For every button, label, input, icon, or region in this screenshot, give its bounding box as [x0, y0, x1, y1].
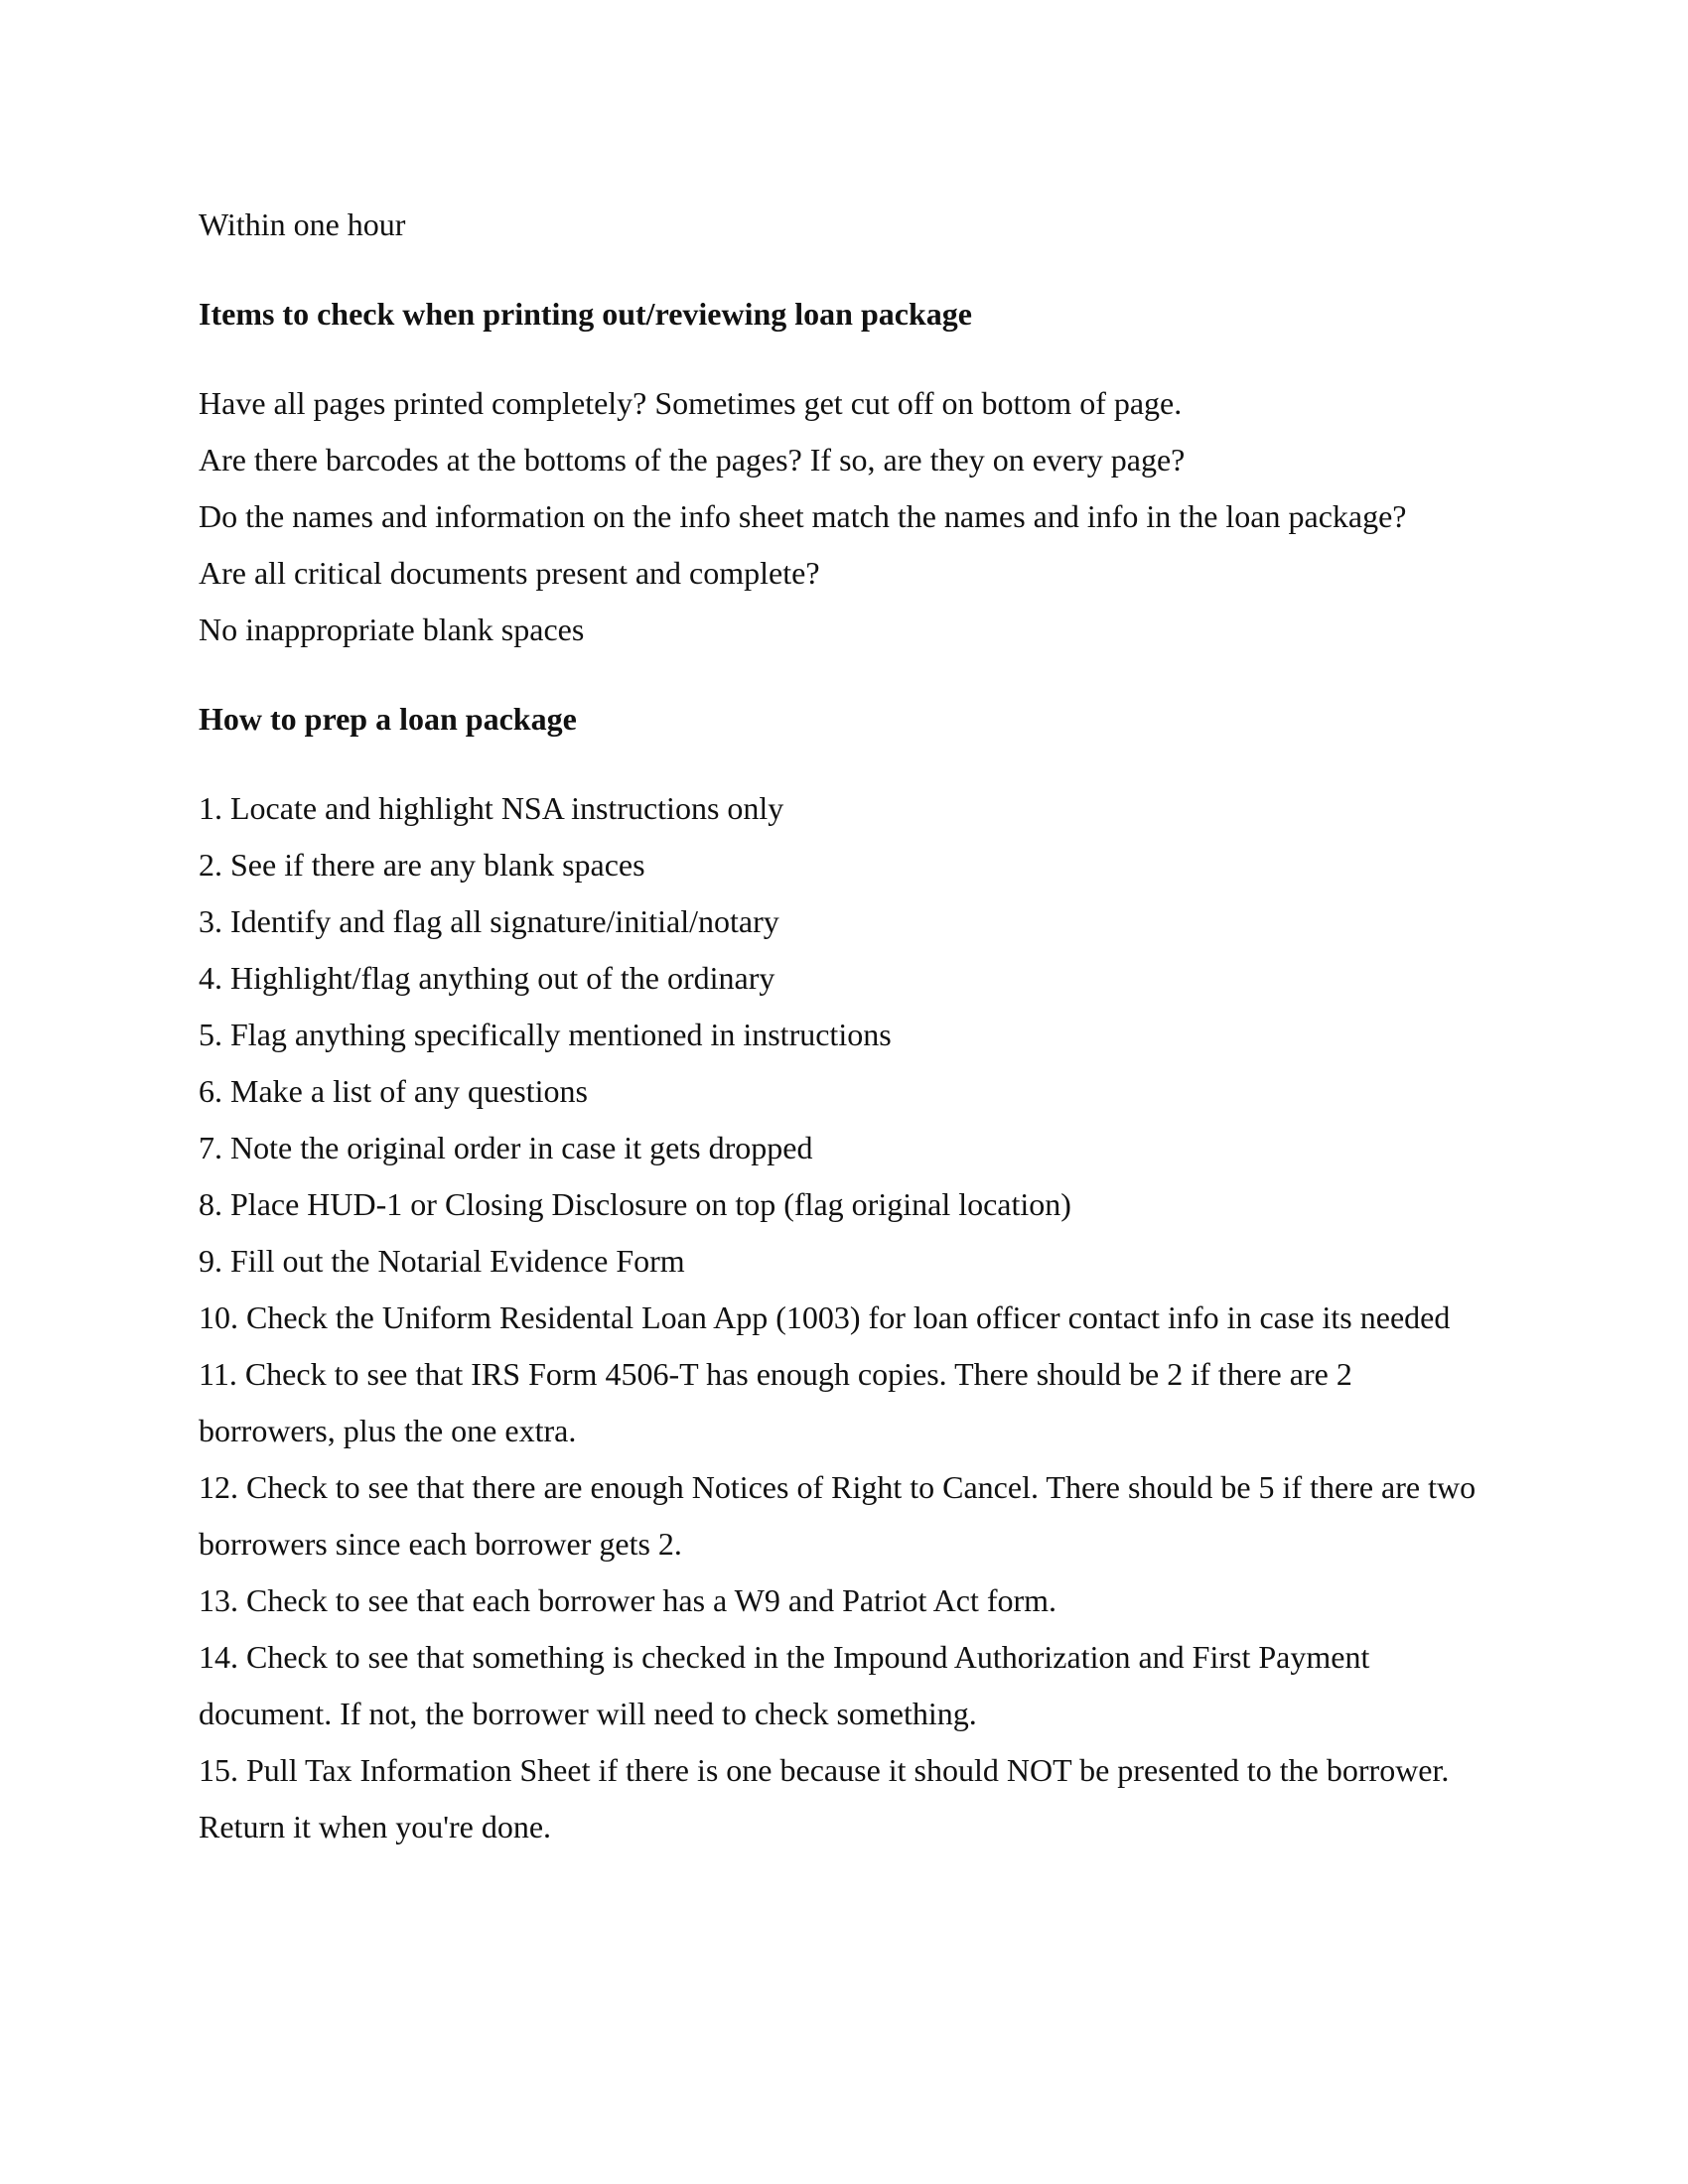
spacer [199, 342, 1489, 375]
spacer [199, 658, 1489, 691]
prep-step: 12. Check to see that there are enough Notices of Right to Cancel. There should be 5 if there are two borrowers since each borrower gets 2. [199, 1469, 1477, 1562]
prep-step: 11. Check to see that IRS Form 4506-T has enough copies. There should be 2 if there are 2 borrowers, plus the one extra. [199, 1356, 1352, 1448]
checklist-item: Do the names and information on the info sheet match the names and info in the loan package? [199, 498, 1407, 534]
prep-step: 8. Place HUD-1 or Closing Disclosure on top (flag original location) [199, 1186, 1071, 1222]
prep-step: 10. Check the Uniform Residental Loan App (1003) for loan officer contact info in case its needed [199, 1299, 1451, 1335]
prep-steps [199, 780, 1489, 1855]
prep-step: 15. Pull Tax Information Sheet if there is one because it should NOT be presented to the borrower. Return it when you're done. [199, 1752, 1450, 1844]
prep-step: 2. See if there are any blank spaces [199, 847, 645, 883]
checklist-item: Are there barcodes at the bottoms of the pages? If so, are they on every page? [199, 442, 1186, 478]
checklist-items [199, 375, 1489, 658]
prep-step: 7. Note the original order in case it gets dropped [199, 1130, 813, 1165]
prep-step: 6. Make a list of any questions [199, 1073, 588, 1109]
intro-text: Within one hour [199, 206, 406, 242]
checklist-item: Are all critical documents present and complete? [199, 555, 820, 591]
prep-step: 4. Highlight/flag anything out of the ordinary [199, 960, 775, 996]
checklist-item: Have all pages printed completely? Sometimes get cut off on bottom of page. [199, 385, 1183, 421]
prep-step: 14. Check to see that something is checked in the Impound Authorization and First Payment document. If not, the borrower will need to check something. [199, 1639, 1370, 1731]
prep-step: 13. Check to see that each borrower has a W9 and Patriot Act form. [199, 1582, 1057, 1618]
spacer [199, 748, 1489, 780]
prep-step: 9. Fill out the Notarial Evidence Form [199, 1243, 685, 1279]
document-body [199, 197, 1489, 1855]
prep-step: 3. Identify and flag all signature/initial/notary [199, 903, 779, 939]
spacer [199, 253, 1489, 286]
prep-heading: How to prep a loan package [199, 701, 577, 737]
prep-step: 1. Locate and highlight NSA instructions only [199, 790, 784, 826]
checklist-heading: Items to check when printing out/reviewing loan package [199, 296, 972, 332]
checklist-item: No inappropriate blank spaces [199, 612, 585, 647]
prep-step: 5. Flag anything specifically mentioned in instructions [199, 1017, 892, 1052]
